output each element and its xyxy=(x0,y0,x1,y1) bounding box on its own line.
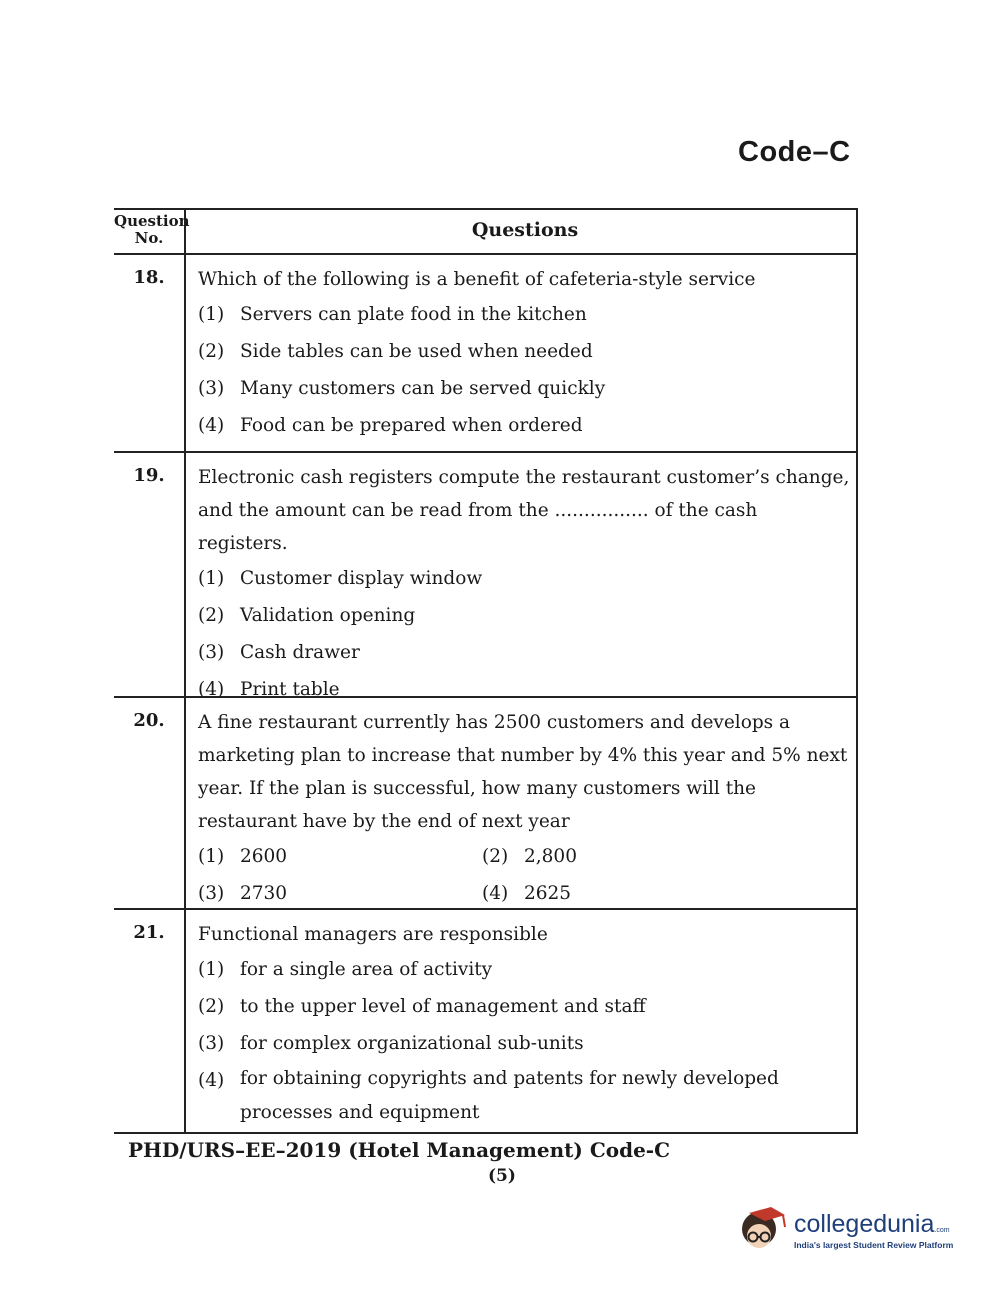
brand-name: collegedunia.com xyxy=(794,1210,950,1238)
option xyxy=(198,296,852,333)
option-text: 2,800 xyxy=(524,846,577,867)
question-row xyxy=(114,910,856,1134)
option-text: Food can be prepared when ordered xyxy=(240,415,583,436)
option-text: Customer display window xyxy=(240,568,483,589)
option xyxy=(198,1062,852,1130)
option-number: (1) xyxy=(198,846,225,867)
option xyxy=(482,875,852,912)
option-text: Many customers can be served quickly xyxy=(240,378,606,399)
column-header-question-no: Question No. xyxy=(114,210,186,253)
option-number: (2) xyxy=(198,605,225,626)
option-text: Print table xyxy=(240,679,340,700)
page-number: (5) xyxy=(488,1166,516,1186)
footer-exam-title: PHD/URS–EE–2019 (Hotel Management) Code-C xyxy=(128,1138,671,1162)
option-text: to the upper level of management and staff xyxy=(240,996,646,1017)
question-number: 21. xyxy=(114,910,186,1132)
questions-table xyxy=(114,208,858,1134)
question-body xyxy=(186,698,856,908)
option xyxy=(198,1025,852,1062)
question-stem: A fine restaurant currently has 2500 customers and develops a marketing plan to increase that number by 4% this year and 5% next year. If the plan is successful, how many customers will the restaurant have by the end of next year xyxy=(198,712,848,832)
option xyxy=(198,370,852,407)
option xyxy=(198,333,852,370)
option-text: Validation opening xyxy=(240,605,416,626)
question-number: 18. xyxy=(114,255,186,451)
collegedunia-logo xyxy=(735,1200,965,1260)
option-number: (4) xyxy=(482,883,509,904)
option-text: for complex organizational sub-units xyxy=(240,1033,584,1054)
question-number: 20. xyxy=(114,698,186,908)
option-text: Cash drawer xyxy=(240,642,360,663)
column-header-questions: Questions xyxy=(471,219,579,241)
question-body xyxy=(186,910,856,1132)
option-number: (3) xyxy=(198,883,225,904)
question-body xyxy=(186,255,856,451)
question-stem: Functional managers are responsible xyxy=(198,924,548,945)
option-number: (2) xyxy=(482,846,509,867)
option-number: (4) xyxy=(198,415,225,436)
option-number: (2) xyxy=(198,341,225,362)
option-grid xyxy=(198,838,852,912)
option xyxy=(482,838,852,875)
option-number: (2) xyxy=(198,996,225,1017)
option xyxy=(198,634,852,671)
question-stem: Which of the following is a benefit of cafeteria-style service xyxy=(198,269,756,290)
option-number: (4) xyxy=(198,679,225,700)
question-number: 19. xyxy=(114,453,186,696)
option xyxy=(198,597,852,634)
question-body xyxy=(186,453,856,700)
option-number: (1) xyxy=(198,568,225,589)
option-text: 2625 xyxy=(524,883,572,904)
option-text: Side tables can be used when needed xyxy=(240,341,593,362)
option-number: (4) xyxy=(198,1070,225,1091)
exam-code: Code–C xyxy=(738,136,851,168)
option xyxy=(198,951,852,988)
option-text: Servers can plate food in the kitchen xyxy=(240,304,587,325)
option-text: 2600 xyxy=(240,846,288,867)
question-row xyxy=(114,255,856,453)
option xyxy=(198,560,852,597)
option-number: (3) xyxy=(198,1033,225,1054)
option-number: (3) xyxy=(198,378,225,399)
option-number: (1) xyxy=(198,304,225,325)
option xyxy=(198,407,852,444)
option-number: (3) xyxy=(198,642,225,663)
option-text: for a single area of activity xyxy=(240,959,493,980)
option-text: 2730 xyxy=(240,883,288,904)
question-row xyxy=(114,698,856,910)
brand-tagline: India's largest Student Review Platform xyxy=(794,1240,954,1250)
option xyxy=(198,875,482,912)
option xyxy=(198,838,482,875)
option-text: for obtaining copyrights and patents for newly developed processes and equipment xyxy=(240,1068,779,1123)
option-number: (1) xyxy=(198,959,225,980)
question-stem: Electronic cash registers compute the restaurant customer’s change, and the amount can be read from the ................ of the cash registers. xyxy=(198,467,850,554)
table-header-row xyxy=(114,210,856,255)
mascot-icon xyxy=(735,1203,790,1258)
question-row xyxy=(114,453,856,698)
option xyxy=(198,988,852,1025)
